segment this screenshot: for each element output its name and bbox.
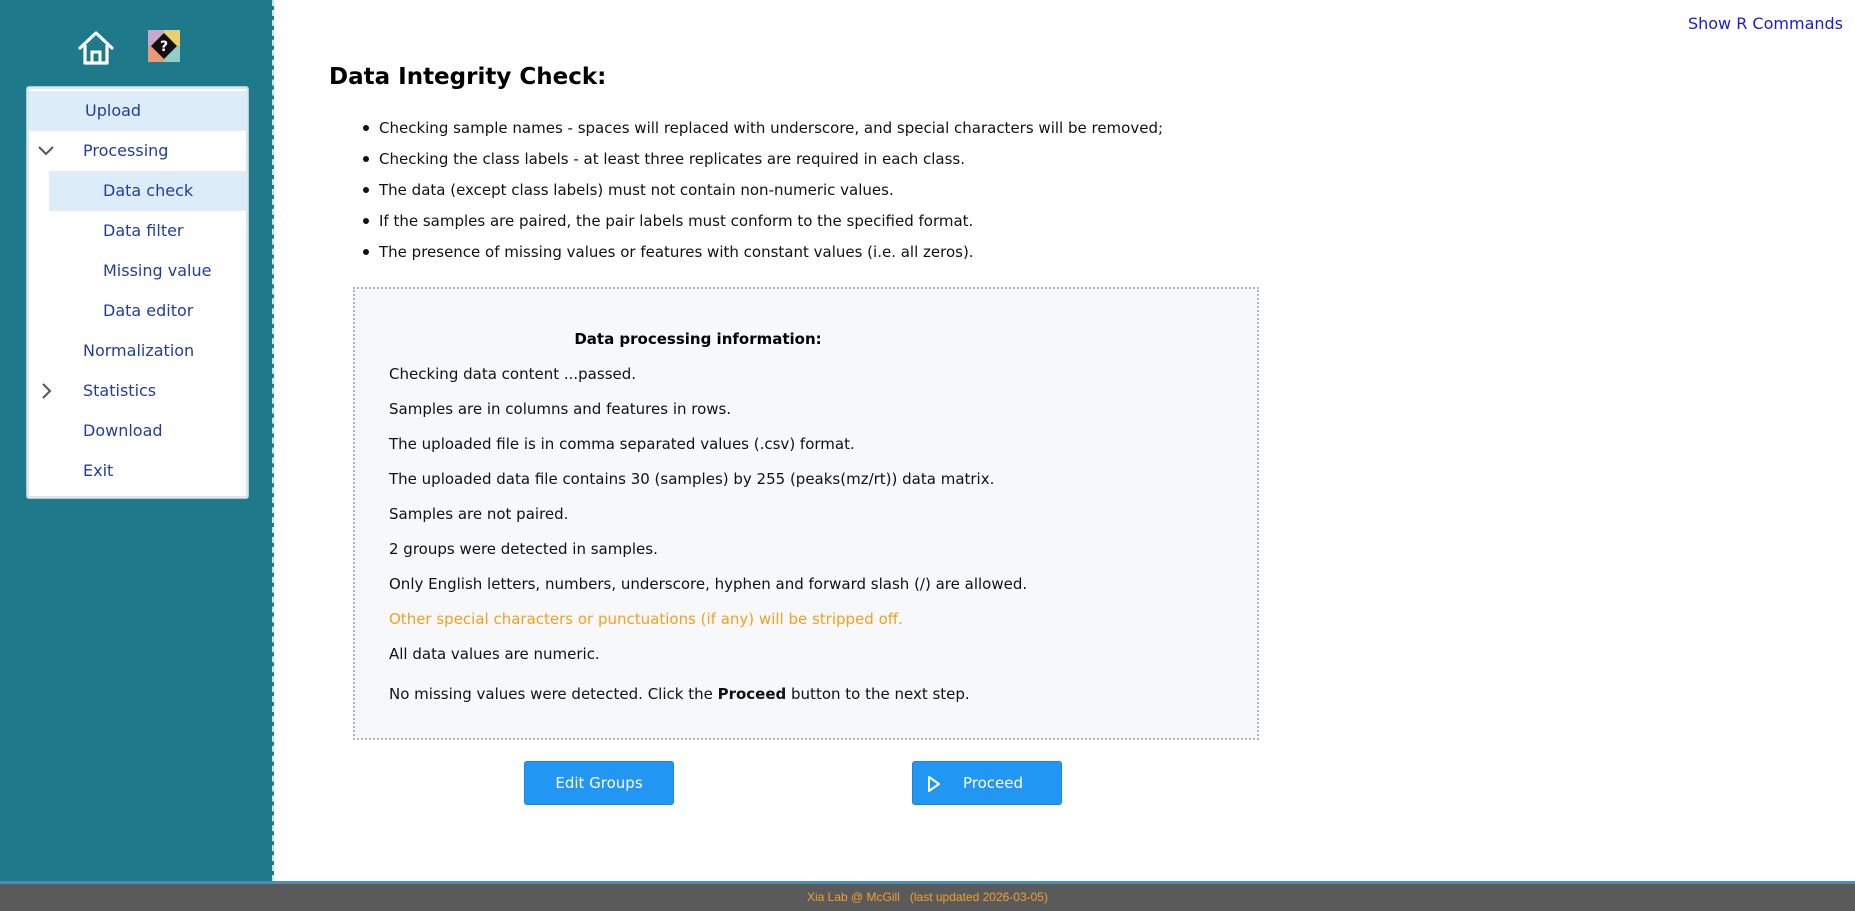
info-line: Checking data content ...passed. bbox=[389, 365, 637, 383]
warning-line: Other special characters or punctuations (if any) will be stripped off. bbox=[389, 610, 903, 628]
edit-groups-button[interactable] bbox=[524, 761, 674, 805]
sidebar-item-label: Upload bbox=[85, 101, 142, 120]
sidebar-item-exit[interactable] bbox=[27, 451, 248, 491]
list-item: The data (except class labels) must not contain non-numeric values. bbox=[363, 178, 1163, 209]
list-item: Checking sample names - spaces will replaced with underscore, and special characters will be removed; bbox=[363, 116, 1163, 147]
info-final-line bbox=[389, 685, 970, 703]
footer-text: Xia Lab @ McGill (last updated 2026-03-05) bbox=[807, 890, 1048, 904]
sidebar-item-label: Processing bbox=[83, 141, 169, 160]
sidebar-item-statistics[interactable] bbox=[27, 371, 248, 411]
integrity-check-list bbox=[363, 116, 1163, 271]
data-processing-info-panel bbox=[353, 287, 1259, 740]
sidebar-item-data-editor[interactable] bbox=[27, 291, 248, 331]
sidebar-item-label: Missing value bbox=[103, 261, 212, 280]
show-r-commands-link[interactable]: Show R Commands bbox=[1687, 14, 1843, 33]
list-item: If the samples are paired, the pair labels must conform to the specified format. bbox=[363, 209, 1163, 240]
sidebar bbox=[0, 0, 274, 881]
play-icon bbox=[927, 775, 941, 793]
sidebar-item-missing-value[interactable] bbox=[27, 251, 248, 291]
sidebar-item-upload[interactable] bbox=[29, 91, 246, 131]
final-text-post: button to the next step. bbox=[786, 685, 970, 703]
sidebar-item-label: Download bbox=[83, 421, 163, 440]
help-glyph: ? bbox=[159, 39, 169, 55]
page-title: Data Integrity Check: bbox=[329, 64, 607, 90]
sidebar-item-normalization[interactable] bbox=[27, 331, 248, 371]
edit-groups-label: Edit Groups bbox=[555, 774, 643, 792]
info-line: The uploaded data file contains 30 (samples) by 255 (peaks(mz/rt)) data matrix. bbox=[389, 470, 995, 488]
sidebar-item-data-check[interactable] bbox=[49, 171, 246, 211]
sidebar-item-label: Data check bbox=[103, 181, 194, 200]
final-text-pre: No missing values were detected. Click the bbox=[389, 685, 718, 703]
sidebar-item-label: Normalization bbox=[83, 341, 195, 360]
proceed-emphasis: Proceed bbox=[717, 685, 787, 703]
sidebar-item-label: Exit bbox=[83, 461, 114, 480]
sidebar-item-processing[interactable] bbox=[27, 131, 248, 171]
info-line: Samples are not paired. bbox=[389, 505, 569, 523]
info-line: 2 groups were detected in samples. bbox=[389, 540, 658, 558]
sidebar-item-label: Data filter bbox=[103, 221, 184, 240]
info-line: All data values are numeric. bbox=[389, 645, 600, 663]
proceed-button[interactable] bbox=[912, 761, 1062, 805]
home-icon[interactable] bbox=[76, 28, 116, 68]
help-icon[interactable] bbox=[148, 30, 180, 62]
proceed-label: Proceed bbox=[962, 774, 1024, 792]
sidebar-top-icons bbox=[0, 28, 274, 68]
sidebar-item-data-filter[interactable] bbox=[27, 211, 248, 251]
sidebar-item-download[interactable] bbox=[27, 411, 248, 451]
footer bbox=[0, 881, 1855, 911]
chevron-down-icon[interactable] bbox=[37, 142, 55, 160]
sidebar-item-label: Data editor bbox=[103, 301, 194, 320]
info-heading: Data processing information: bbox=[574, 330, 822, 348]
info-line: Samples are in columns and features in rows. bbox=[389, 400, 732, 418]
side-menu bbox=[26, 86, 249, 499]
chevron-right-icon[interactable] bbox=[37, 382, 55, 400]
sidebar-item-label: Statistics bbox=[83, 381, 157, 400]
info-line: The uploaded file is in comma separated values (.csv) format. bbox=[389, 435, 855, 453]
info-line: Only English letters, numbers, underscore, hyphen and forward slash (/) are allowed. bbox=[389, 575, 1028, 593]
list-item: The presence of missing values or features with constant values (i.e. all zeros). bbox=[363, 240, 1163, 271]
list-item: Checking the class labels - at least three replicates are required in each class. bbox=[363, 147, 1163, 178]
